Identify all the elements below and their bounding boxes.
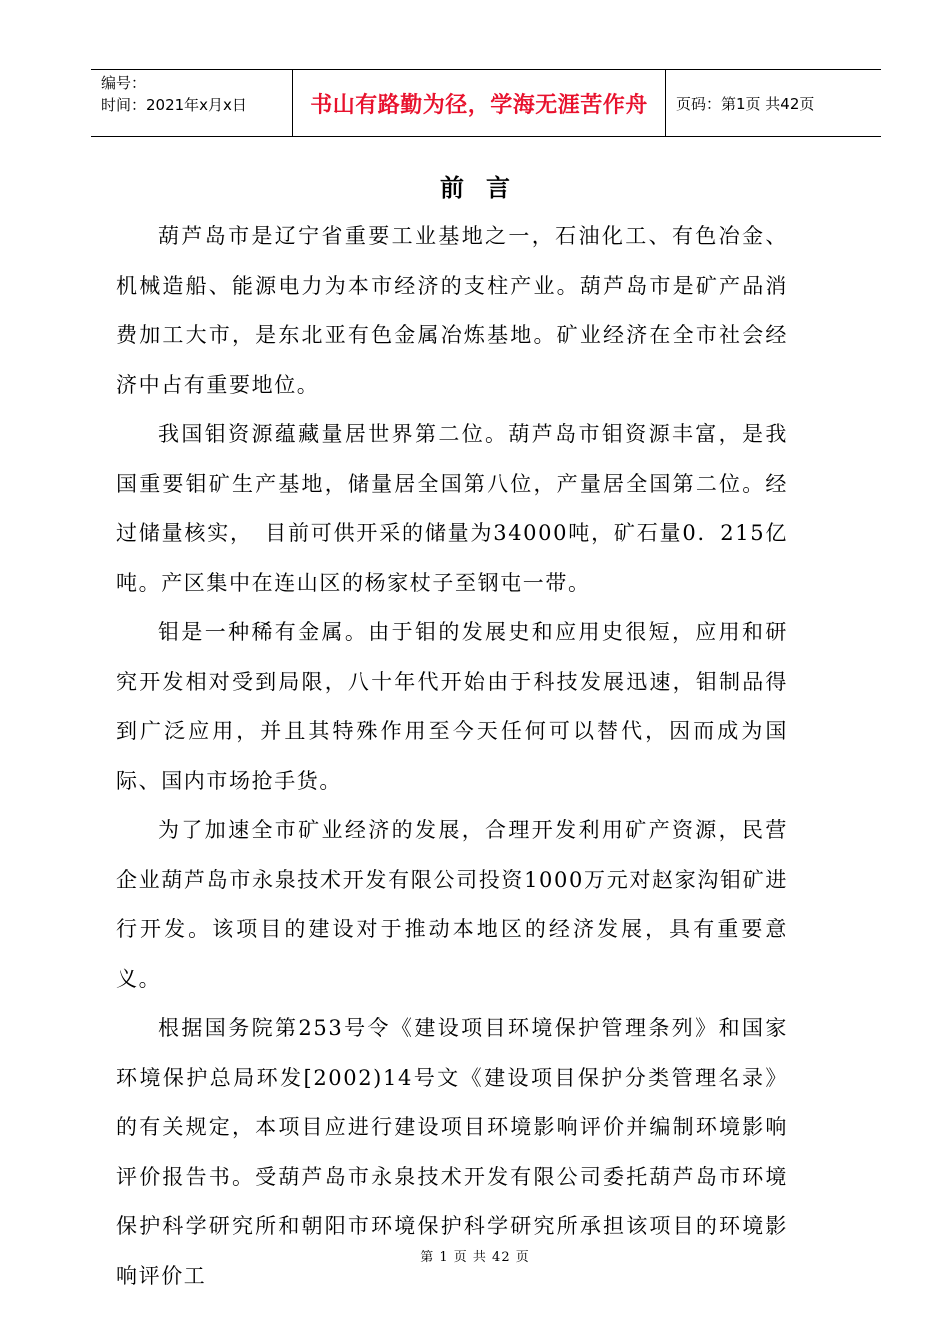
motto-text: 书山有路勤为径，学海无涯苦作舟 (310, 92, 648, 118)
header-motto (293, 70, 666, 136)
header-page-info (666, 70, 881, 136)
document-number-label: 编号： (101, 74, 147, 92)
document-title: 前言 (440, 173, 532, 202)
paragraph: 钼是一种稀有金属。由于钼的发展史和应用史很短，应用和研究开发相对受到局限，八十年代开始由于科技发展迅速，钼制品得到广泛应用，并且其特殊作用至今天任何可以替代，因而成为国际、国内市场抢手货。 (116, 620, 788, 793)
document-body (116, 212, 788, 1301)
paragraph: 为了加速全市矿业经济的发展，合理开发利用矿产资源，民营企业葫芦岛市永泉技术开发有限公司投资1000万元对赵家沟钼矿进行开发。该项目的建设对于推动本地区的经济发展，具有重要意义。 (116, 818, 788, 991)
page-footer: 第 1 页 共 42 页 (420, 1250, 530, 1265)
paragraph: 根据国务院第253号令《建设项目环境保护管理条列》和国家环境保护总局环发[2002)14号文《建设项目保护分类管理名录》的有关规定，本项目应进行建设项目环境影响评价并编制环境影响评价报告书。受葫芦岛市永泉技术开发有限公司委托葫芦岛市环境保护科学研究所和朝阳市环境保护科学研究所承担该项目的环境影响评价工 (116, 1016, 788, 1288)
paragraph: 我国钼资源蕴藏量居世界第二位。葫芦岛市钼资源丰富，是我国重要钼矿生产基地，储量居全国第八位，产量居全国第二位。经过储量核实， 目前可供开采的储量为34000吨，矿石量0．215亿吨。产区集中在连山区的杨家杖子至钢屯一带。 (116, 422, 788, 595)
paragraph: 葫芦岛市是辽宁省重要工业基地之一，石油化工、有色冶金、机械造船、能源电力为本市经济的支柱产业。葫芦岛市是矿产品消费加工大市，是东北亚有色金属冶炼基地。矿业经济在全市社会经济中占有重要地位。 (116, 224, 788, 397)
page-header (91, 69, 881, 137)
header-meta (91, 70, 293, 136)
page-info-text: 页码：第1页 共42页 (676, 94, 815, 113)
document-time: 时间：2021年x月x日 (101, 96, 247, 114)
